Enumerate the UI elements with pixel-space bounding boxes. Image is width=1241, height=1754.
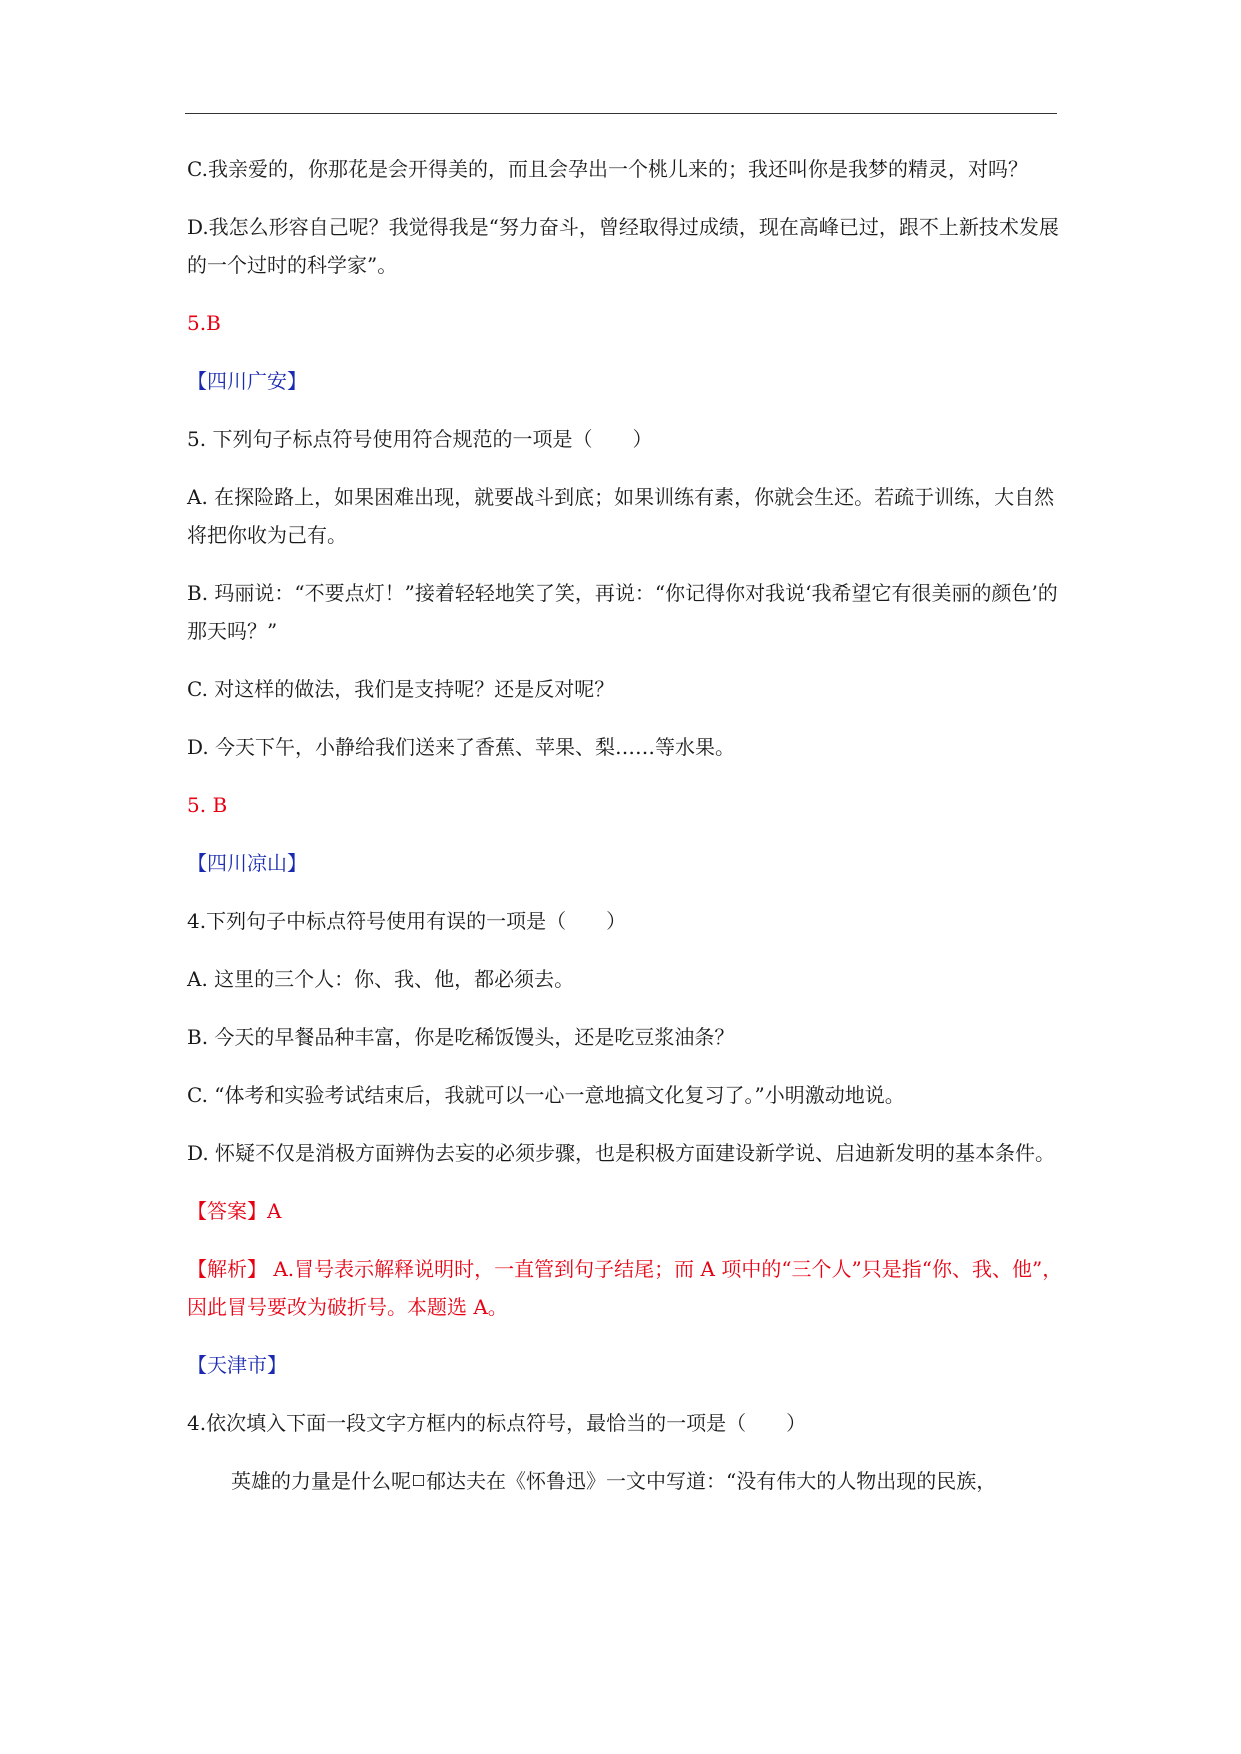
- option-c: C.我亲爱的，你那花是会开得美的，而且会孕出一个桃儿来的；我还叫你是我梦的精灵，对吗？: [187, 157, 1028, 181]
- question-5-option-b: B. 玛丽说：“不要点灯！”接着轻轻地笑了笑，再说：“你记得你对我说‘我希望它有很美丽的颜色’的那天吗？”: [187, 581, 1058, 643]
- region-label-tianjin: 【天津市】: [187, 1353, 287, 1377]
- question-5: 5. 下列句子标点符号使用符合规范的一项是（ ）: [187, 427, 653, 451]
- question-5-option-d: D. 今天下午，小静给我们送来了香蕉、苹果、梨……等水果。: [187, 735, 736, 759]
- question-4-option-a: A. 这里的三个人：你、我、他，都必须去。: [187, 967, 575, 991]
- question-5-option-c: C. 对这样的做法，我们是支持呢？还是反对呢？: [187, 677, 615, 701]
- passage-before-box: 英雄的力量是什么呢: [231, 1469, 411, 1493]
- passage-after-box: 郁达夫在《怀鲁迅》一文中写道：“没有伟大的人物出现的民族，: [426, 1469, 997, 1493]
- question-4: 4.下列句子中标点符号使用有误的一项是（ ）: [187, 909, 627, 933]
- answer-5-first: 5.B: [187, 311, 221, 335]
- answer-label: 【答案】A: [187, 1199, 282, 1223]
- document-content: [187, 150, 1067, 1500]
- option-d: D.我怎么形容自己呢？我觉得我是“努力奋斗，曾经取得过成绩，现在高峰已过，跟不上新技术发展的一个过时的科学家”。: [187, 215, 1059, 277]
- analysis-text: 【解析】 A.冒号表示解释说明时，一直管到句子结尾；而 A 项中的“三个人”只是指“你、我、他”，因此冒号要改为破折号。本题选 A。: [187, 1257, 1063, 1319]
- question-4-option-c: C. “体考和实验考试结束后，我就可以一心一意地搞文化复习了。”小明激动地说。: [187, 1083, 905, 1107]
- question-5-option-a: A. 在探险路上，如果困难出现，就要战斗到底；如果训练有素，你就会生还。若疏于训练，大自然将把你收为己有。: [187, 485, 1055, 547]
- question-4-option-b: B. 今天的早餐品种丰富，你是吃稀饭馒头，还是吃豆浆油条？: [187, 1025, 735, 1049]
- punctuation-box: [413, 1475, 424, 1486]
- region-label-guangan: 【四川广安】: [187, 369, 307, 393]
- answer-5-second: 5. B: [187, 793, 228, 817]
- question-4-tianjin: 4.依次填入下面一段文字方框内的标点符号，最恰当的一项是（ ）: [187, 1411, 807, 1435]
- region-label-liangshan: 【四川凉山】: [187, 851, 307, 875]
- header-rule: [185, 113, 1057, 114]
- question-4-option-d: D. 怀疑不仅是消极方面辨伪去妄的必须步骤，也是积极方面建设新学说、启迪新发明的基本条件。: [187, 1141, 1056, 1165]
- passage-paragraph: [187, 1462, 1067, 1500]
